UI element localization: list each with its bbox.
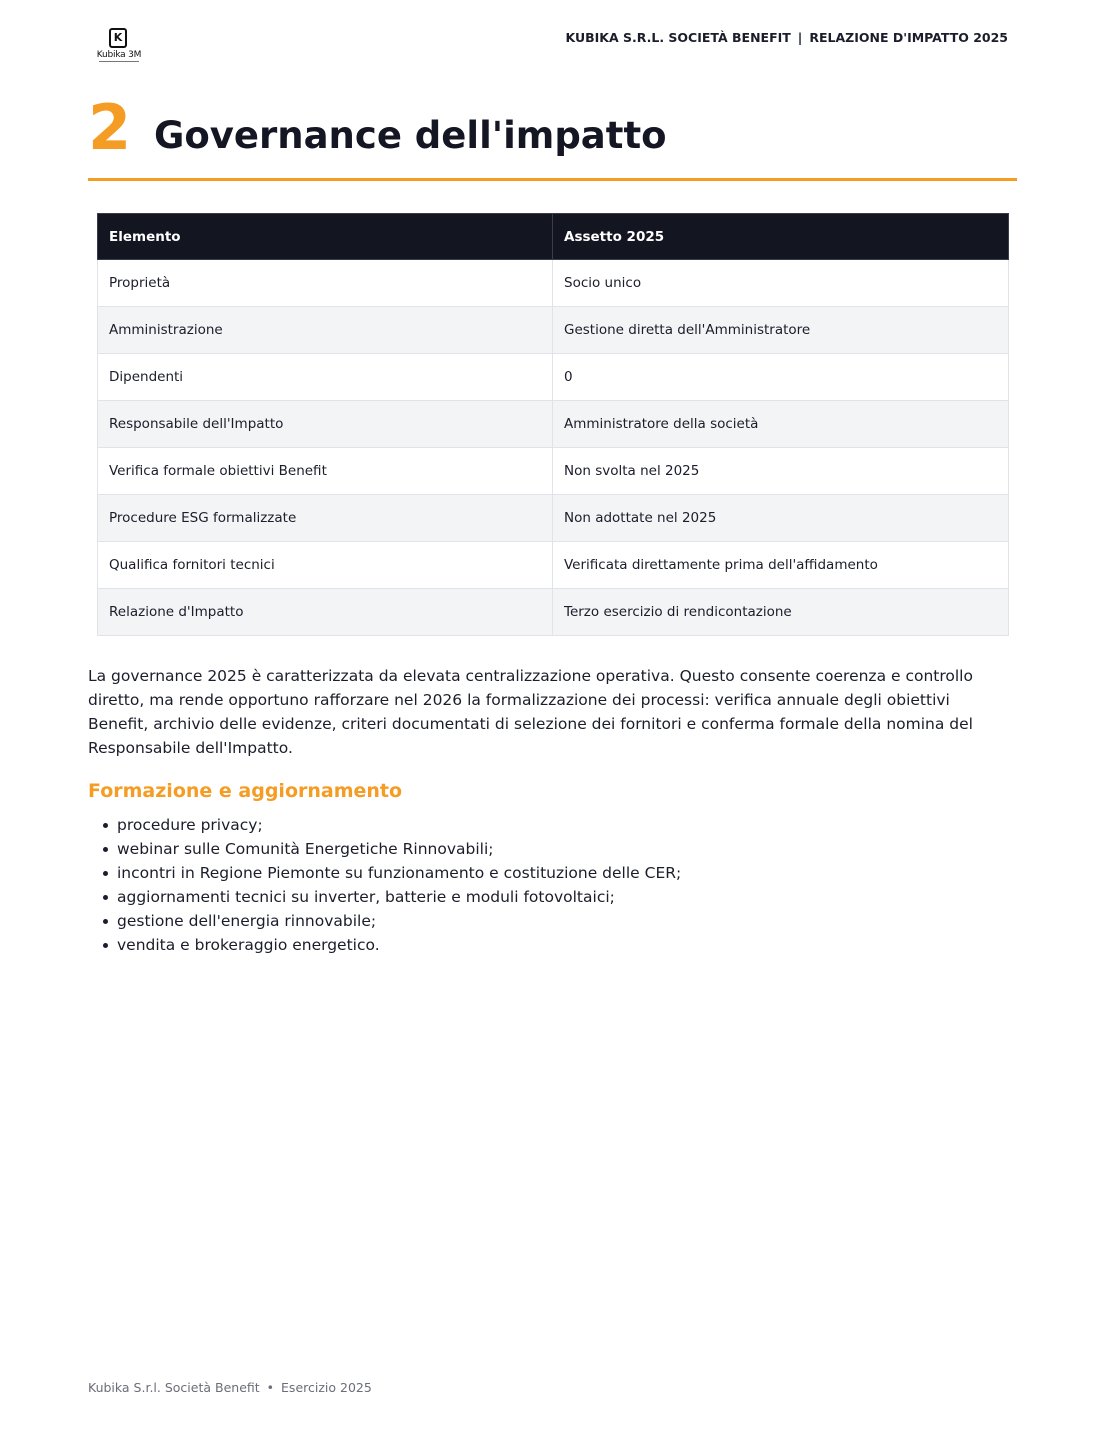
header-report: RELAZIONE D'IMPATTO 2025 bbox=[809, 30, 1008, 45]
list-item: gestione dell'energia rinnovabile; bbox=[88, 909, 681, 933]
table-cell: Amministratore della società bbox=[553, 401, 1009, 448]
table-cell: Relazione d'Impatto bbox=[98, 589, 553, 636]
table-cell: Non svolta nel 2025 bbox=[553, 448, 1009, 495]
page-footer bbox=[88, 1380, 372, 1396]
table-cell: Gestione diretta dell'Amministratore bbox=[553, 307, 1009, 354]
header-separator: | bbox=[797, 30, 803, 45]
table-cell: Terzo esercizio di rendicontazione bbox=[553, 589, 1009, 636]
chapter-number: 2 bbox=[88, 91, 132, 164]
table-cell: Amministrazione bbox=[98, 307, 553, 354]
training-section-title: Formazione e aggiornamento bbox=[88, 780, 403, 802]
table-cell: Dipendenti bbox=[98, 354, 553, 401]
list-item: procedure privacy; bbox=[88, 813, 681, 837]
table-cell: Verificata direttamente prima dell'affidamento bbox=[553, 542, 1009, 589]
table-row bbox=[98, 589, 1009, 636]
table-row bbox=[98, 260, 1009, 307]
list-item: webinar sulle Comunità Energetiche Rinnovabili; bbox=[88, 837, 681, 861]
table-cell: Socio unico bbox=[553, 260, 1009, 307]
header-company: KUBIKA S.R.L. SOCIETÀ BENEFIT bbox=[565, 30, 791, 45]
list-item: incontri in Regione Piemonte su funzionamento e costituzione delle CER; bbox=[88, 861, 681, 885]
table-row bbox=[98, 401, 1009, 448]
table-cell: Verifica formale obiettivi Benefit bbox=[98, 448, 553, 495]
governance-table bbox=[97, 213, 1009, 636]
logo-wordmark: Kubika 3M bbox=[96, 50, 142, 60]
table-cell: Procedure ESG formalizzate bbox=[98, 495, 553, 542]
table-row bbox=[98, 354, 1009, 401]
footer-separator: • bbox=[266, 1380, 275, 1395]
column-header-element: Elemento bbox=[98, 214, 553, 260]
column-header-setup: Assetto 2025 bbox=[553, 214, 1009, 260]
footer-period: Esercizio 2025 bbox=[281, 1380, 372, 1395]
logo-mark: K bbox=[109, 28, 127, 48]
table-header-row bbox=[98, 214, 1009, 260]
table-row bbox=[98, 542, 1009, 589]
governance-paragraph: La governance 2025 è caratterizzata da elevata centralizzazione operativa. Questo consente coerenza e controllo diretto, ma rende opportuno rafforzare nel 2026 la formalizzazione dei processi: verifica annuale degli obiettivi Benefit, archivio delle evidenze, criteri documentati di selezione dei fornitori e conferma formale della nomina del Responsabile dell'Impatto. bbox=[88, 667, 973, 757]
list-item: vendita e brokeraggio energetico. bbox=[88, 933, 681, 957]
training-list bbox=[88, 813, 681, 957]
table-row bbox=[98, 495, 1009, 542]
table-cell: Non adottate nel 2025 bbox=[553, 495, 1009, 542]
table-cell: 0 bbox=[553, 354, 1009, 401]
running-header bbox=[566, 30, 1009, 46]
company-logo bbox=[96, 28, 142, 66]
logo-underline bbox=[99, 61, 139, 62]
table-row bbox=[98, 307, 1009, 354]
footer-company: Kubika S.r.l. Società Benefit bbox=[88, 1380, 260, 1395]
table-row bbox=[98, 448, 1009, 495]
chapter-title: Governance dell'impatto bbox=[154, 114, 667, 157]
table-cell: Qualifica fornitori tecnici bbox=[98, 542, 553, 589]
title-divider bbox=[88, 178, 1017, 181]
list-item: aggiornamenti tecnici su inverter, batterie e moduli fotovoltaici; bbox=[88, 885, 681, 909]
table-cell: Proprietà bbox=[98, 260, 553, 307]
table-cell: Responsabile dell'Impatto bbox=[98, 401, 553, 448]
